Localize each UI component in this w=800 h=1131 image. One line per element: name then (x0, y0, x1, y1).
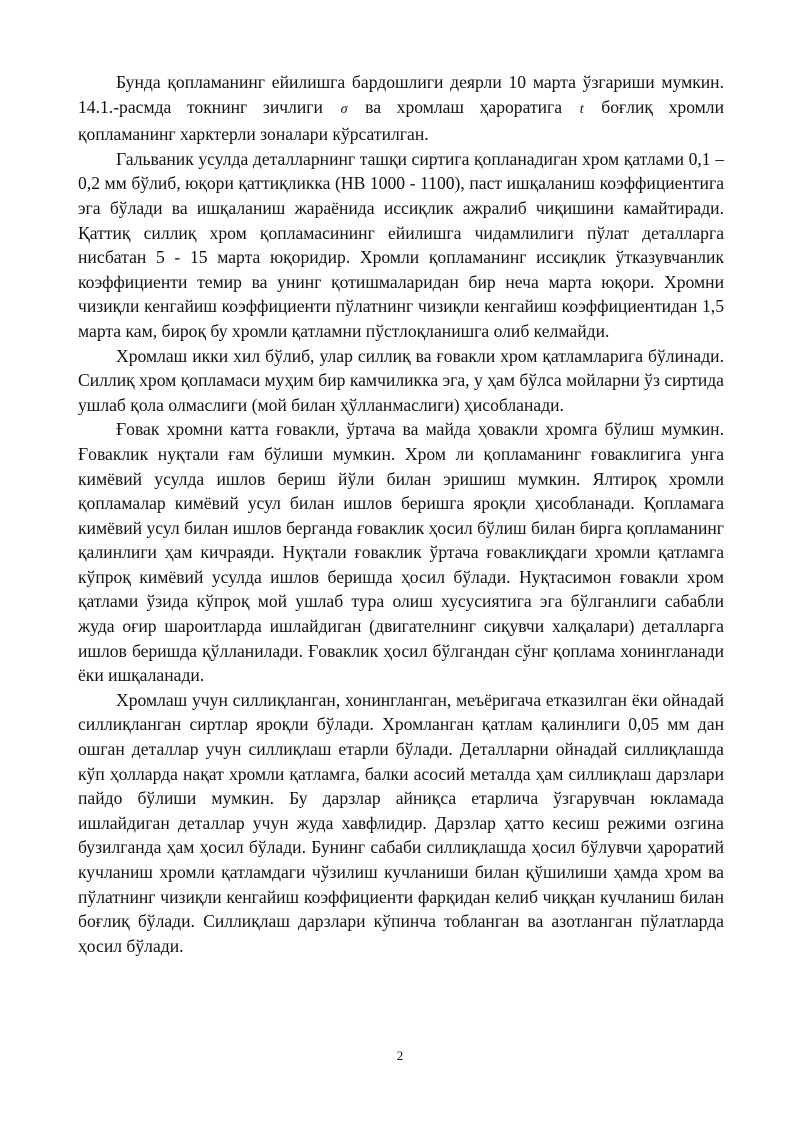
paragraph-4: Ғовак хромни катта ғовакли, ўртача ва майда ҳовакли хромга бўлиш мумкин. Ғоваклик нуқтали ғам бўлиши мумкин. Хром ли қопламанинг ғоваклигига унга кимёвий усулда ишлов бериш йўли билан эришиш мумкин. Ялтироқ хромли қопламалар кимёвий усул билан ишлов беришга яроқли ҳисобланади. Қопламага кимёвий усул билан ишлов берганда ғоваклик ҳосил бўлиш билан бирга қопламанинг қалинлиги ҳам кичраяди. Нуқтали ғоваклик ўртача ғоваклиқдаги хромли қатламга кўпроқ кимёвий усулда ишлов беришда ҳосил бўлади. Нуқтасимон ғовакли хром қатлами ўзида кўпроқ мой ушлаб тура олиш хусусиятига эга бўлганлиги сабабли жуда оғир шароитларда ишлайдиган (двигателнинг сиқувчи халқалари) деталларга ишлов беришда қўлланилади. Ғоваклик ҳосил бўлгандан сўнг қоплама хонингланади ёки ишқаланади. (78, 419, 724, 686)
temperature-symbol: t (579, 101, 584, 117)
paragraph-3: Хромлаш икки хил бўлиб, улар силлиқ ва ғовакли хром қатламларига бўлинади. Силлиқ хром қопламаси муҳим бир камчиликка эга, у ҳам бўлса мойларни ўз сиртида ушлаб қола олмаслиги (мой билан ҳўлланмаслиги) ҳисобланади. (78, 345, 724, 415)
sigma-symbol: σ (340, 101, 348, 117)
document-page (78, 70, 724, 958)
paragraph-5: Хромлаш учун силлиқланган, хонингланган, меъёригача етказилган ёки ойнадай силлиқланган сиртлар яроқли бўлади. Хромланган қатлам қалинлиги 0,05 мм дан ошган деталлар учун силлиқлаш етарли бўлади. Деталларни ойнадай силлиқлашда кўп ҳолларда нақат хромли қатламга, балки асосий металда ҳам силлиқлаш дарзлари пайдо бўлиши мумкин. Бу дарзлар айниқса етарлича ўзгарувчан юкламада ишлайдиган деталлар учун жуда хавфлидир. Дарзлар ҳатто кесиш режими озгина бузилганда ҳам ҳосил бўлади. Бунинг сабаби силлиқлашда ҳосил бўлувчи ҳароратий кучланиш хромли қатламдаги чўзилиш кучланиши билан қўшилиши ҳамда хром ва пўлатнинг чизиқли кенгайиш коэффициенти фарқидан келиб чиққан кучланиш билан боғлиқ бўлади. Силлиқлаш дарзлари кўпинча тобланган ва азотланган пўлатларда ҳосил бўлади. (78, 689, 724, 956)
paragraph-1-text-b: ва хромлаш ҳароратига (349, 96, 578, 117)
page-number: 2 (396, 1048, 404, 1063)
paragraph-1 (78, 70, 724, 147)
paragraph-2: Гальваник усулда деталларнинг ташқи сиртига қопланадиган хром қатлами 0,1 – 0,2 мм бўлиб, юқори қаттиқликка (НВ 1000 - 1100), паст ишқаланиш коэффициентига эга бўлади ва ишқаланиш жараёнида иссиқлик ажралиб чиқишини камайтиради. Қаттиқ силлиқ хром қопламасининг ейилишга чидамлилиги пўлат деталларга нисбатан 5 - 15 марта юқоридир. Хромли қопламанинг иссиқлик ўтказувчанлик коэффициенти темир ва унинг қотишмаларидан бир неча марта юқори. Хромни чизиқли кенгайиш коэффициенти пўлатнинг чизиқли кенгайиш коэффициентидан 1,5 марта кам, бироқ бу хромли қатламни пўстлоқланишга олиб келмайди. (78, 148, 724, 341)
paragraph-1-text-a: Бунда қопламанинг ейилишга бардошлиги деярли 10 марта ўзгариши мумкин. 14.1.-расмда токнинг зичлиги (78, 72, 724, 117)
paragraph-1-text-c: боғлиқ хромли қопламанинг харктерли зоналари кўрсатилган. (78, 96, 724, 145)
